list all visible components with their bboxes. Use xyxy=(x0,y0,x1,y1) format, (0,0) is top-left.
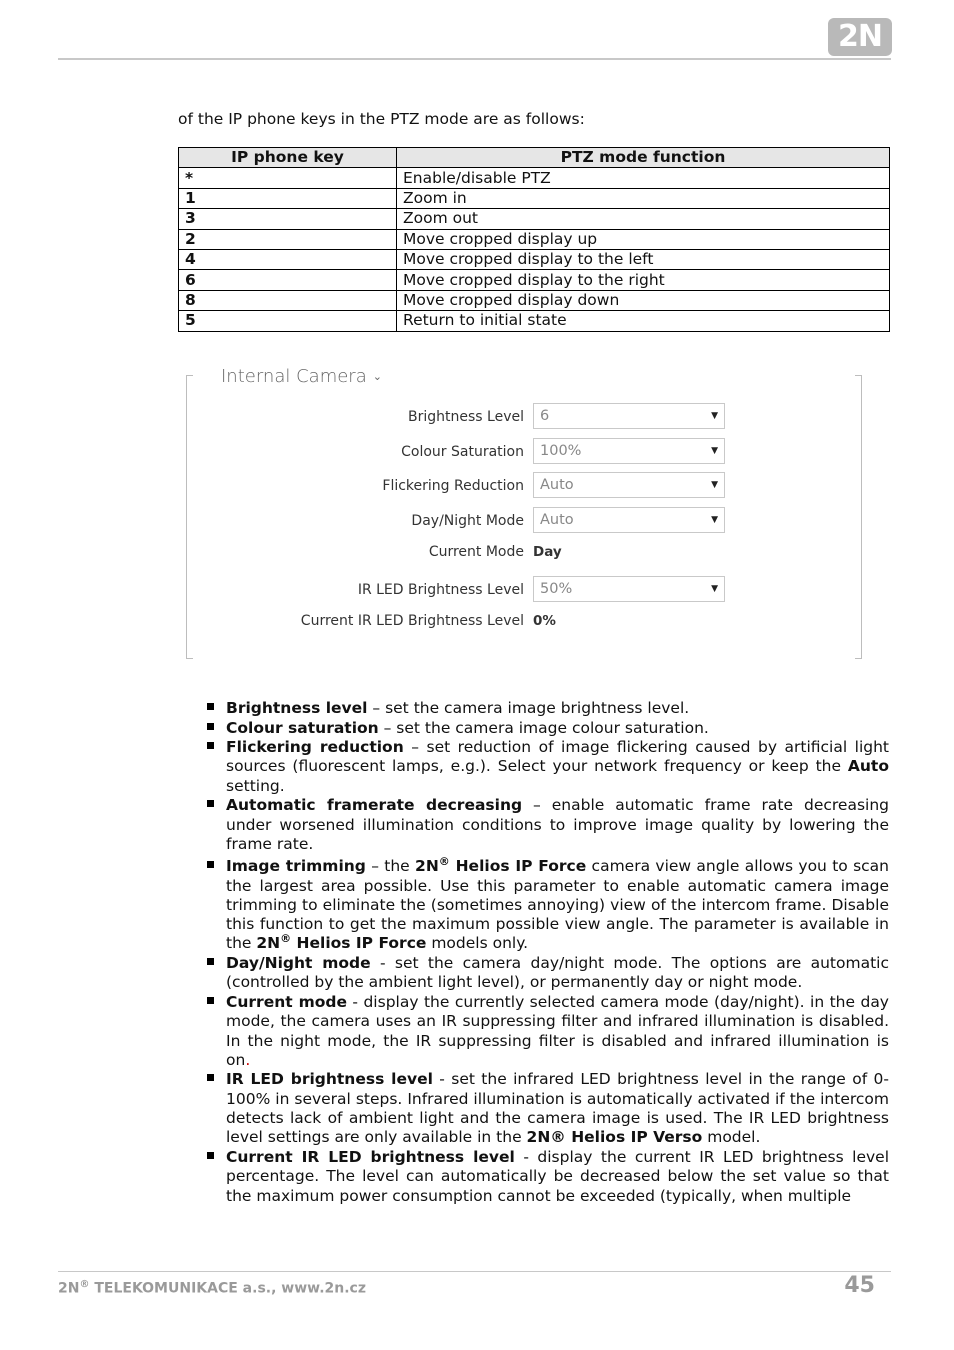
dropdown-arrow-icon: ▼ xyxy=(711,411,718,421)
table-cell-key: 2 xyxy=(179,229,397,249)
table-cell-function: Move cropped display to the left xyxy=(397,249,890,269)
description: - display the current IR LED brightness level percentage. The level can automatically be decreased below the set value so that the maximum power consumption cannot be exceeded (typically, when multiple xyxy=(226,1147,890,1205)
brand: 2N® Helios IP Force xyxy=(415,855,587,876)
dropdown-arrow-icon: ▼ xyxy=(711,515,718,525)
table-row xyxy=(179,290,890,310)
list-item xyxy=(226,719,889,738)
table-cell-key: 1 xyxy=(179,188,397,208)
flickering-reduction-value: Auto xyxy=(540,477,574,493)
dropdown-arrow-icon: ▼ xyxy=(711,446,718,456)
table-header-row xyxy=(179,148,890,168)
header-divider xyxy=(58,58,891,60)
current-ir-led-brightness-label: Current IR LED Brightness Level xyxy=(300,613,524,629)
ptz-key-table xyxy=(178,147,890,332)
description: – set reduction of image flickering caused by artificial light sources (fluorescent lamps, e.g.). Select your network frequency or keep the xyxy=(226,738,890,776)
table-cell-key: 5 xyxy=(179,311,397,331)
term: Colour saturation xyxy=(226,718,379,737)
parameter-descriptions xyxy=(226,699,889,1206)
description: - set the camera day/night mode. The options are automatic (controlled by the ambient light level), or permanently day or night mode. xyxy=(226,954,889,992)
list-item xyxy=(226,954,889,993)
term: IR LED brightness level xyxy=(226,1070,433,1089)
description: – set the camera image brightness level. xyxy=(367,699,690,717)
page-number: 45 xyxy=(844,1273,875,1298)
day-night-mode-select[interactable] xyxy=(533,507,725,533)
table-cell-key: * xyxy=(179,168,397,188)
intro-text: of the IP phone keys in the PTZ mode are as follows: xyxy=(178,110,585,128)
table-row xyxy=(179,311,890,331)
term: Day/Night mode xyxy=(226,954,371,973)
table-cell-key: 8 xyxy=(179,290,397,310)
list-item xyxy=(226,796,889,854)
table-cell-key: 6 xyxy=(179,270,397,290)
current-mode-value: Day xyxy=(533,544,562,560)
colour-saturation-value: 100% xyxy=(540,443,582,459)
red-period: . xyxy=(245,1050,251,1069)
panel-title[interactable] xyxy=(217,366,386,387)
ir-led-brightness-label: IR LED Brightness Level xyxy=(357,582,524,598)
term: Auto xyxy=(847,757,889,776)
list-item xyxy=(226,738,889,796)
list-item xyxy=(226,1070,889,1147)
list-item xyxy=(226,857,889,953)
table-row xyxy=(179,249,890,269)
table-header-function: PTZ mode function xyxy=(397,148,890,168)
brightness-level-select[interactable] xyxy=(533,403,725,429)
list-item xyxy=(226,699,889,718)
footer-company: 2N® TELEKOMUNIKACE a.s., www.2n.cz xyxy=(58,1279,366,1297)
day-night-mode-value: Auto xyxy=(540,512,574,528)
description: – enable automatic frame rate decreasing under worsened illumination conditions to improve image quality by lowering the frame rate. xyxy=(226,796,889,853)
current-ir-led-brightness-value: 0% xyxy=(533,613,556,629)
term: Flickering reduction xyxy=(226,738,404,757)
table-cell-function: Move cropped display down xyxy=(397,290,890,310)
term: Brightness level xyxy=(226,699,368,717)
term: Current IR LED brightness level xyxy=(226,1147,515,1166)
footer-divider xyxy=(58,1271,891,1272)
table-row xyxy=(179,188,890,208)
description: – the xyxy=(365,857,416,876)
term: Automatic framerate decreasing xyxy=(226,796,523,815)
description: models only. xyxy=(426,934,529,953)
colour-saturation-label: Colour Saturation xyxy=(401,444,524,460)
list-item xyxy=(226,1148,889,1206)
table-header-key: IP phone key xyxy=(179,148,397,168)
table-cell-function: Enable/disable PTZ xyxy=(397,168,890,188)
table-cell-function: Zoom in xyxy=(397,188,890,208)
current-mode-label: Current Mode xyxy=(428,544,524,560)
table-cell-function: Move cropped display up xyxy=(397,229,890,249)
table-cell-function: Return to initial state xyxy=(397,311,890,331)
brand: 2N® Helios IP Force xyxy=(256,932,427,953)
table-cell-key: 4 xyxy=(179,249,397,269)
dropdown-arrow-icon: ▼ xyxy=(711,584,718,594)
table-cell-function: Move cropped display to the right xyxy=(397,270,890,290)
description: model. xyxy=(702,1128,761,1147)
table-cell-key: 3 xyxy=(179,209,397,229)
brand: 2N® Helios IP Verso xyxy=(526,1128,703,1147)
table-row xyxy=(179,168,890,188)
day-night-mode-label: Day/Night Mode xyxy=(411,513,524,529)
ir-led-brightness-value: 50% xyxy=(540,581,573,597)
term: Image trimming xyxy=(226,857,366,876)
panel-title-text: Internal Camera xyxy=(221,366,367,387)
ir-led-brightness-select[interactable] xyxy=(533,576,725,602)
chevron-down-icon[interactable]: ⌄ xyxy=(372,370,382,383)
list-item xyxy=(226,993,889,1070)
term: Current mode xyxy=(226,992,347,1011)
dropdown-arrow-icon: ▼ xyxy=(711,480,718,490)
panel-right-bracket xyxy=(855,375,862,659)
description: camera view angle allows you to scan the largest area possible. Use this parameter to enable automatic camera image trimming to eliminate the (sometimes annoying) view of the intercom frame. Disable this function to get the maximum possible view angle. The parameter is available in the xyxy=(226,857,889,953)
table-row xyxy=(179,229,890,249)
description: setting. xyxy=(226,776,285,795)
brand-logo: 2N xyxy=(828,18,892,56)
description: - set the infrared LED brightness level in the range of 0-100% in several steps. Infrared illumination is automatically activated if the intercom detects lack of ambient light and the camera image is used. The IR LED brightness level settings are only available in the xyxy=(226,1070,889,1147)
table-cell-function: Zoom out xyxy=(397,209,890,229)
flickering-reduction-label: Flickering Reduction xyxy=(382,478,524,494)
description: – set the camera image colour saturation. xyxy=(378,718,709,737)
table-row xyxy=(179,270,890,290)
flickering-reduction-select[interactable] xyxy=(533,472,725,498)
brightness-level-value: 6 xyxy=(540,408,550,424)
description: - display the currently selected camera mode (day/night). in the day mode, the camera uses an IR suppressing filter and infrared illumination is disabled. In the night mode, the IR suppressing filter is disabled and infrared illumination is on xyxy=(226,992,889,1069)
colour-saturation-select[interactable] xyxy=(533,438,725,464)
panel-left-bracket xyxy=(186,375,193,659)
internal-camera-panel xyxy=(186,366,862,657)
brightness-level-label: Brightness Level xyxy=(408,409,524,425)
table-row xyxy=(179,209,890,229)
